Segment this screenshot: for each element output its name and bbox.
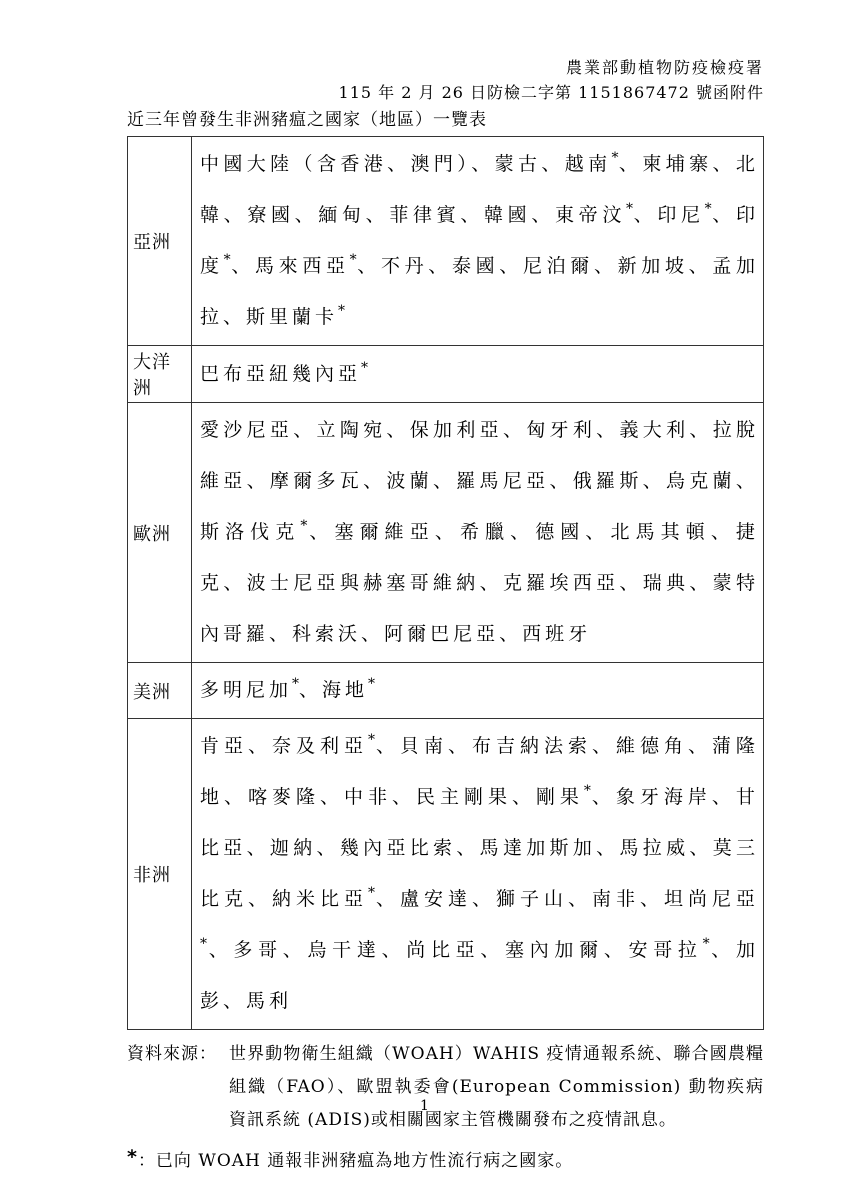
endemic-asterisk: * bbox=[704, 201, 712, 217]
asf-table-body bbox=[128, 137, 764, 1030]
endemic-asterisk: * bbox=[200, 936, 207, 952]
region-label: 非洲 bbox=[128, 719, 192, 1030]
region-label: 歐洲 bbox=[128, 403, 192, 663]
asterisk-note-text: ：已向 WOAH 通報非洲豬瘟為地方性流行病之國家。 bbox=[137, 1151, 574, 1171]
endemic-asterisk: * bbox=[292, 676, 300, 692]
agency-name: 農業部動植物防疫檢疫署 bbox=[565, 58, 764, 77]
table-row bbox=[128, 346, 764, 403]
region-label: 亞洲 bbox=[128, 137, 192, 346]
document-header bbox=[127, 56, 764, 105]
endemic-asterisk: * bbox=[361, 359, 369, 376]
page-number: 1 bbox=[420, 1098, 429, 1114]
endemic-asterisk: * bbox=[338, 303, 346, 319]
endemic-asterisk: * bbox=[625, 201, 633, 217]
countries-list: 愛沙尼亞、立陶宛、保加利亞、匈牙利、義大利、拉脫維亞、摩爾多瓦、波蘭、羅馬尼亞、俄羅斯、烏克蘭、斯洛伐克*、塞爾維亞、希臘、德國、北馬其頓、捷克、波士尼亞與赫塞哥維納、克羅埃西亞、瑞典、蒙特內哥羅、科索沃、阿爾巴尼亞、西班牙 bbox=[192, 403, 764, 663]
countries-list: 肯亞、奈及利亞*、貝南、布吉納法索、維德角、蒲隆地、喀麥隆、中非、民主剛果、剛果*、象牙海岸、甘比亞、迦納、幾內亞比索、馬達加斯加、馬拉威、莫三比克、納米比亞*、盧安達、獅子山、南非、坦尚尼亞*、多哥、烏干達、尚比亞、塞內加爾、安哥拉*、加彭、馬利 bbox=[192, 719, 764, 1030]
doc-reference-line: 115 年 2 月 26 日防檢二字第 1151867472 號函附件 bbox=[338, 83, 764, 102]
asterisk-footnote bbox=[127, 1142, 764, 1176]
data-source-note bbox=[127, 1038, 764, 1137]
endemic-asterisk: * bbox=[300, 518, 308, 534]
endemic-asterisk: * bbox=[583, 783, 591, 799]
region-label: 美洲 bbox=[128, 663, 192, 719]
countries-list: 多明尼加*、海地* bbox=[192, 663, 764, 719]
source-text: 世界動物衛生組織（WOAH）WAHIS 疫情通報系統、聯合國農糧組織（FAO）、歐盟執委會(European Commission) 動物疾病資訊系統 (ADIS)或相關國家主管機關發布之疫情訊息。 bbox=[229, 1044, 764, 1130]
endemic-asterisk: * bbox=[367, 732, 375, 748]
table-row bbox=[128, 403, 764, 663]
countries-list: 中國大陸（含香港、澳門）、蒙古、越南*、柬埔寨、北韓、寮國、緬甸、菲律賓、韓國、東帝汶*、印尼*、印度*、馬來西亞*、不丹、泰國、尼泊爾、新加坡、孟加拉、斯里蘭卡* bbox=[192, 137, 764, 346]
endemic-asterisk: * bbox=[349, 252, 357, 268]
asf-country-table bbox=[127, 136, 764, 1030]
endemic-asterisk: * bbox=[702, 936, 710, 952]
table-row bbox=[128, 719, 764, 1030]
endemic-asterisk: * bbox=[611, 150, 619, 166]
source-label: 資料來源： bbox=[127, 1044, 217, 1064]
countries-list: 巴布亞紐幾內亞* bbox=[192, 346, 764, 403]
table-row bbox=[128, 663, 764, 719]
asterisk-symbol: * bbox=[127, 1146, 138, 1168]
table-row bbox=[128, 137, 764, 346]
endemic-asterisk: * bbox=[368, 676, 376, 692]
endemic-asterisk: * bbox=[367, 885, 375, 901]
page-title: 近三年曾發生非洲豬瘟之國家（地區）一覽表 bbox=[127, 110, 487, 130]
endemic-asterisk: * bbox=[223, 252, 231, 268]
region-label: 大洋洲 bbox=[128, 346, 192, 403]
